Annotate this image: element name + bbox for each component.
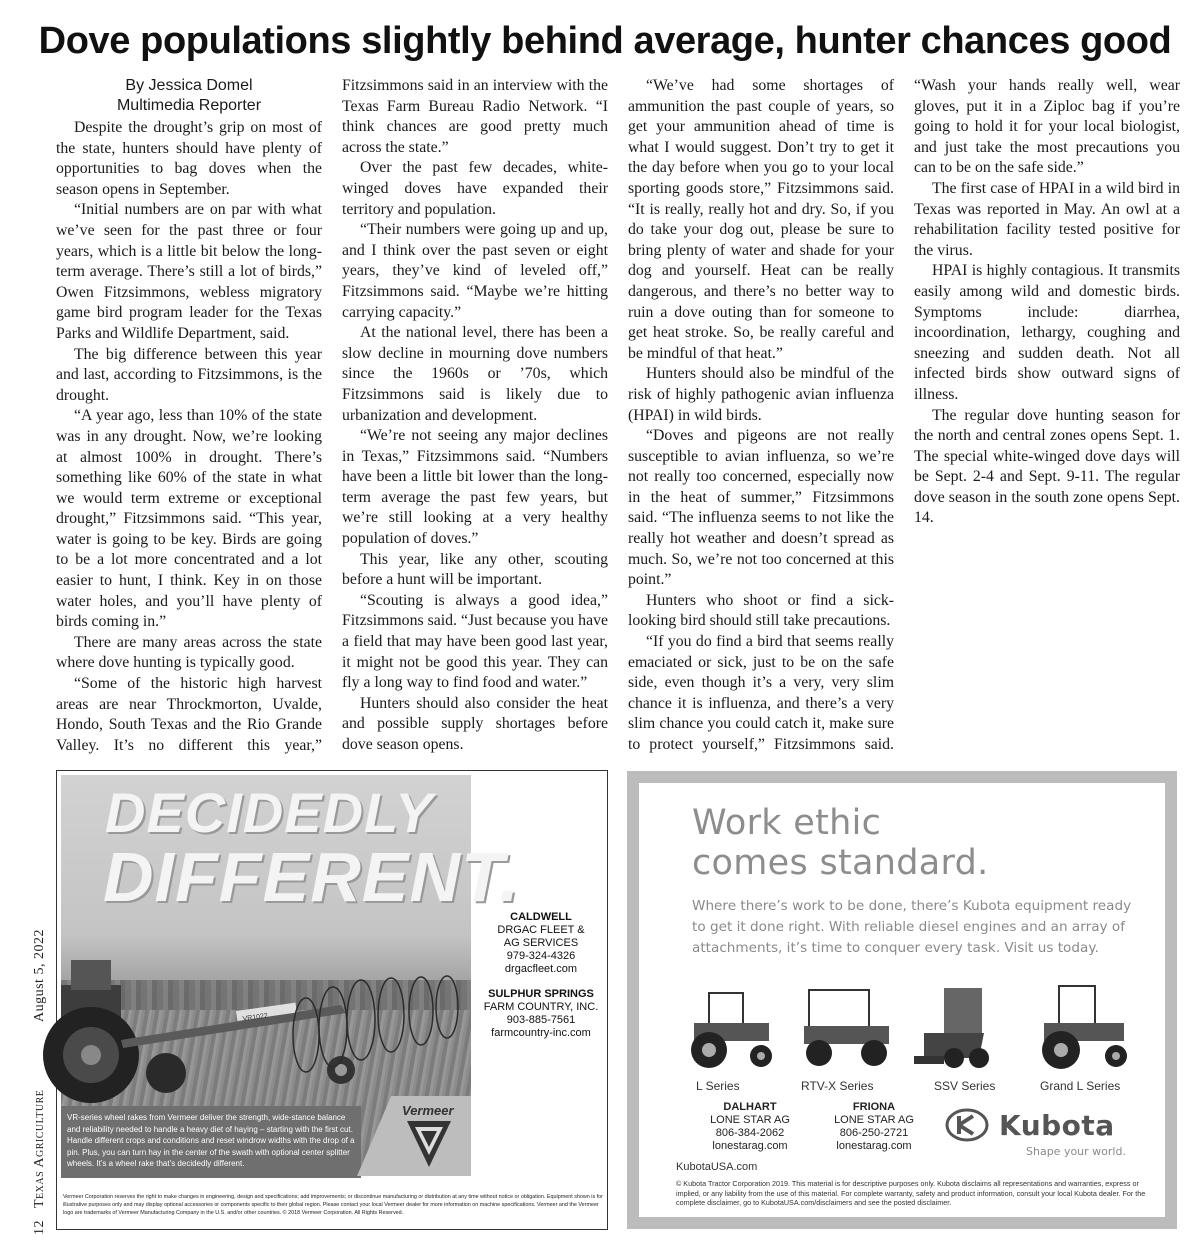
paragraph: At the national level, there has been a slow decline in mourning dove numbers since the 1960s or ’70s, which Fitzsimmons said is likely due to urbanization and development. bbox=[342, 324, 608, 424]
kubota-fine-print: © Kubota Tractor Corporation 2019. This material is for descriptive purposes only. Kubota disclaims all representations and warranties, express or implied, or any liability from the use of this material. For complete warranty, safety and product information, consult your local Kubota dealer. For the complete disclaimer, go to KubotaUSA.com/disclaimers and see the posted disclaimer. bbox=[676, 1179, 1146, 1207]
kubota-headline-line2: comes standard. bbox=[692, 843, 989, 883]
paragraph: The big difference between this year and last, according to Fitzsimmons, is the drought. bbox=[56, 345, 322, 404]
dealer-website[interactable]: farmcountry-inc.com bbox=[491, 1027, 591, 1039]
kubota-website-link[interactable]: KubotaUSA.com bbox=[676, 1161, 758, 1173]
paragraph: “Doves and pigeons are not really susceptible to avian influenza, so we’re not really too concerned, especially now in the heat of summer,” Fitzsimmons said. “The influenza seems to not like the really hot weather and doesn’t spread as much. So, we’re not too concerned at this point.” bbox=[628, 427, 894, 589]
dealer-line: AG SERVICES bbox=[503, 937, 579, 949]
dealer-website[interactable]: lonestarag.com bbox=[712, 1140, 788, 1152]
paragraph: Over the past few decades, white-winged doves have expanded their territory and population. bbox=[342, 159, 608, 218]
dealer-city: DALHART bbox=[723, 1101, 777, 1113]
paragraph: “Initial numbers are on par with what we’ve seen for the past three or four years, which is a little bit below the long-term average. There’s still a lot of birds,” Owen Fitzsimmons, webless migratory game bird program leader for the Texas Parks and Wildlife Department, said. bbox=[56, 201, 322, 342]
headline: Dove populations slightly behind average, hunter chances good bbox=[38, 20, 1172, 62]
kubota-vehicles-illustration bbox=[679, 978, 1149, 1073]
kubota-tagline: Shape your world. bbox=[1026, 1145, 1126, 1158]
dealer-line: DRGAC FLEET & bbox=[497, 924, 585, 936]
kubota-headline bbox=[692, 803, 989, 883]
paragraph: The first case of HPAI in a wild bird in Texas was reported in May. An owl at a rehabilitation facility tested positive for the virus. bbox=[914, 179, 1180, 259]
dealer-phone: 903-885-7561 bbox=[506, 1014, 576, 1026]
dealer-line: LONE STAR AG bbox=[710, 1114, 790, 1126]
paragraph: “A year ago, less than 10% of the state was in any drought. Now, we’re looking at almost 100% in drought. There’s something like 60% of the state in what we would term extreme or exceptional drought,” Fitzsimmons said. “This year, water is going to be key. Birds are going to be a lot more concentrated and a lot easier to hunt, I think. Key in on those water holes, and you’ll have plenty of birds coming in.” bbox=[56, 407, 322, 631]
series-label: SSV Series bbox=[934, 1079, 996, 1093]
kubota-headline-line1: Work ethic bbox=[692, 803, 882, 843]
kubota-body-text: Where there’s work to be done, there’s Kubota equipment ready to get it done right. With reliable diesel engines and an array of attachments, it’s time to conquer every task. Visit us today. bbox=[692, 898, 1132, 956]
series-label: Grand L Series bbox=[1040, 1079, 1121, 1093]
dealer-city: CALDWELL bbox=[510, 911, 572, 923]
paragraph: “Their numbers were going up and up, and I think over the past seven or eight years, they’ve kind of leveled off,” Fitzsimmons said. “Maybe we’re hitting carrying capacity.” bbox=[342, 221, 608, 321]
page-number: 12 bbox=[32, 1220, 47, 1235]
dealer-line: FARM COUNTRY, INC. bbox=[483, 1001, 599, 1013]
dealer-city: SULPHUR SPRINGS bbox=[488, 988, 594, 1000]
kubota-logo-icon bbox=[945, 1108, 989, 1142]
paragraph: “Some of the historic high harvest areas are near Throckmorton, Uvalde, Hondo, South Texas and the Rio Grande Valley. It’s no different this year,” Fitzsimmons said in an interview with the Texas Farm Bureau Radio Network. “I think chances are good pretty much across the state.” bbox=[56, 77, 608, 754]
paragraph: “We’ve had some shortages of ammunition the past couple of years, so get your ammunition ahead of time is what I would suggest. Don’t try to get it the day before when you go to your local sporting goods store,” Fitzsimmons said. “It is really, really hot and dry. So, if you do take your dog out, please be sure to bring plenty of water and shade for your dog and yourself. Heat can be really dangerous, and there’s no better way to ruin a dove outing than for someone to get heat stroke. So, be really careful and be mindful of that heat.” bbox=[628, 77, 894, 362]
ad-caption: VR-series wheel rakes from Vermeer deliver the strength, wide-stance balance and reliability needed to handle a heavy diet of haying – starting with the first cut. Handle different crops and conditions and reset windrow widths with the drop of a pin. Plus, you can turn hay in the center of the swath with optional center splitter wheels. It’s a wheel rake that’s decidedly different. bbox=[61, 1106, 361, 1178]
vermeer-v-logo-icon bbox=[407, 1121, 451, 1169]
series-label: L Series bbox=[696, 1079, 740, 1093]
vermeer-logo-text: Vermeer bbox=[402, 1103, 454, 1118]
dealer-website[interactable]: lonestarag.com bbox=[836, 1140, 912, 1152]
series-label: RTV-X Series bbox=[801, 1079, 874, 1093]
tractor-icon bbox=[691, 993, 772, 1068]
paragraph: The regular dove hunting season for the north and central zones opens Sept. 1. The special white-winged dove days will be Sept. 2-4 and Sept. 9-11. The regular dove season in the south zone opens Sept. 14. bbox=[914, 406, 1180, 527]
dealer-phone: 806-384-2062 bbox=[715, 1127, 785, 1139]
dealer-phone: 806-250-2721 bbox=[839, 1127, 909, 1139]
kubota-logo-text: Kubota bbox=[999, 1109, 1115, 1142]
dealer-block bbox=[685, 1101, 815, 1153]
issue-date: August 5, 2022 bbox=[32, 929, 47, 1022]
byline-name: By Jessica Domel bbox=[125, 77, 253, 94]
paragraph: Hunters who shoot or find a sick-looking bird should still take precautions. bbox=[628, 591, 894, 630]
dealer-line: LONE STAR AG bbox=[834, 1114, 914, 1126]
paragraph: There are many areas across the state where dove hunting is typically good. bbox=[56, 633, 322, 672]
dealer-website[interactable]: drgacfleet.com bbox=[504, 963, 578, 975]
paragraph: Hunters should also be mindful of the risk of highly pathogenic avian influenza (HPAI) in wild birds. bbox=[628, 365, 894, 424]
paragraph: This year, like any other, scouting before a hunt will be important. bbox=[342, 550, 608, 589]
kubota-ad[interactable] bbox=[627, 771, 1177, 1229]
utility-vehicle-icon bbox=[804, 990, 889, 1066]
rake-model-label: VR1022 bbox=[242, 1012, 269, 1023]
ad-headline-line2: DIFFERENT. bbox=[103, 838, 521, 916]
ad-headline-line1: DECIDEDLY bbox=[105, 781, 434, 844]
publication-name: Texas Agriculture bbox=[32, 1089, 47, 1208]
dealer-city: FRIONA bbox=[852, 1101, 896, 1113]
paragraph: “If you do find a bird that seems really emaciated or sick, just to be on the safe side, even though it’s a very, very slim chance it is influenza, and there’s a very slim chance you could catch it, make sure to protect yourself,” Fitzsimmons said. “Wash your hands really well, wear gloves, put it in a Ziploc bag if you’re going to hold it for your local biologist, and just take the most precautions you can to be on the safe side.” bbox=[628, 77, 1180, 753]
paragraph: Hunters should also consider the heat and possible supply shortages before dove season opens. bbox=[342, 694, 608, 753]
paragraph: “Scouting is always a good idea,” Fitzsimmons said. “Just because you have a field that may have been good last year, it might not be good this year. They can fly a long way to find food and water.” bbox=[342, 591, 608, 692]
vermeer-ad[interactable] bbox=[56, 770, 608, 1230]
dealer-block bbox=[809, 1101, 939, 1153]
byline-title: Multimedia Reporter bbox=[116, 97, 262, 114]
article-body bbox=[56, 76, 1180, 760]
paragraph: “We’re not seeing any major declines in Texas,” Fitzsimmons said. “Numbers have been a little bit lower than the long-term average the past few years, but we’re still looking at a very healthy population of doves.” bbox=[342, 427, 608, 548]
byline bbox=[56, 76, 322, 116]
dealer-block bbox=[475, 988, 607, 1040]
tractor-cab-icon bbox=[1042, 986, 1127, 1069]
ad-headline bbox=[103, 781, 521, 916]
vermeer-fine-print: Vermeer Corporation reserves the right to make changes in engineering, design and specifications; add improvements; or discontinue manufacturing or distribution at any time without notice or obligation. Equipment shown is for illustrative purposes only and may display optional accessories or components specific to their global region. Please contact your local Vermeer dealer for more information on machine specifications. Vermeer and the Vermeer logo are trademarks of Vermeer Manufacturing Company in the U.S. and/or other countries. © 2018 Vermeer Corporation. All Rights Reserved. bbox=[63, 1194, 603, 1216]
dealer-block bbox=[475, 911, 607, 976]
vermeer-dealers bbox=[475, 911, 607, 1040]
paragraph: HPAI is highly contagious. It transmits easily among wild and domestic birds. Symptoms include: diarrhea, incoordination, lethargy, coughing and sneezing and sudden death. Not all infected birds show outward signs of illness. bbox=[914, 262, 1180, 403]
paragraph: Despite the drought’s grip on most of the state, hunters should have plenty of opportunities to bag doves when the season opens in September. bbox=[56, 119, 322, 198]
dealer-phone: 979-324-4326 bbox=[506, 950, 576, 962]
kubota-ad-panel bbox=[639, 783, 1165, 1217]
tractor-rake-illustration bbox=[61, 945, 471, 1115]
skid-steer-icon bbox=[914, 988, 989, 1068]
